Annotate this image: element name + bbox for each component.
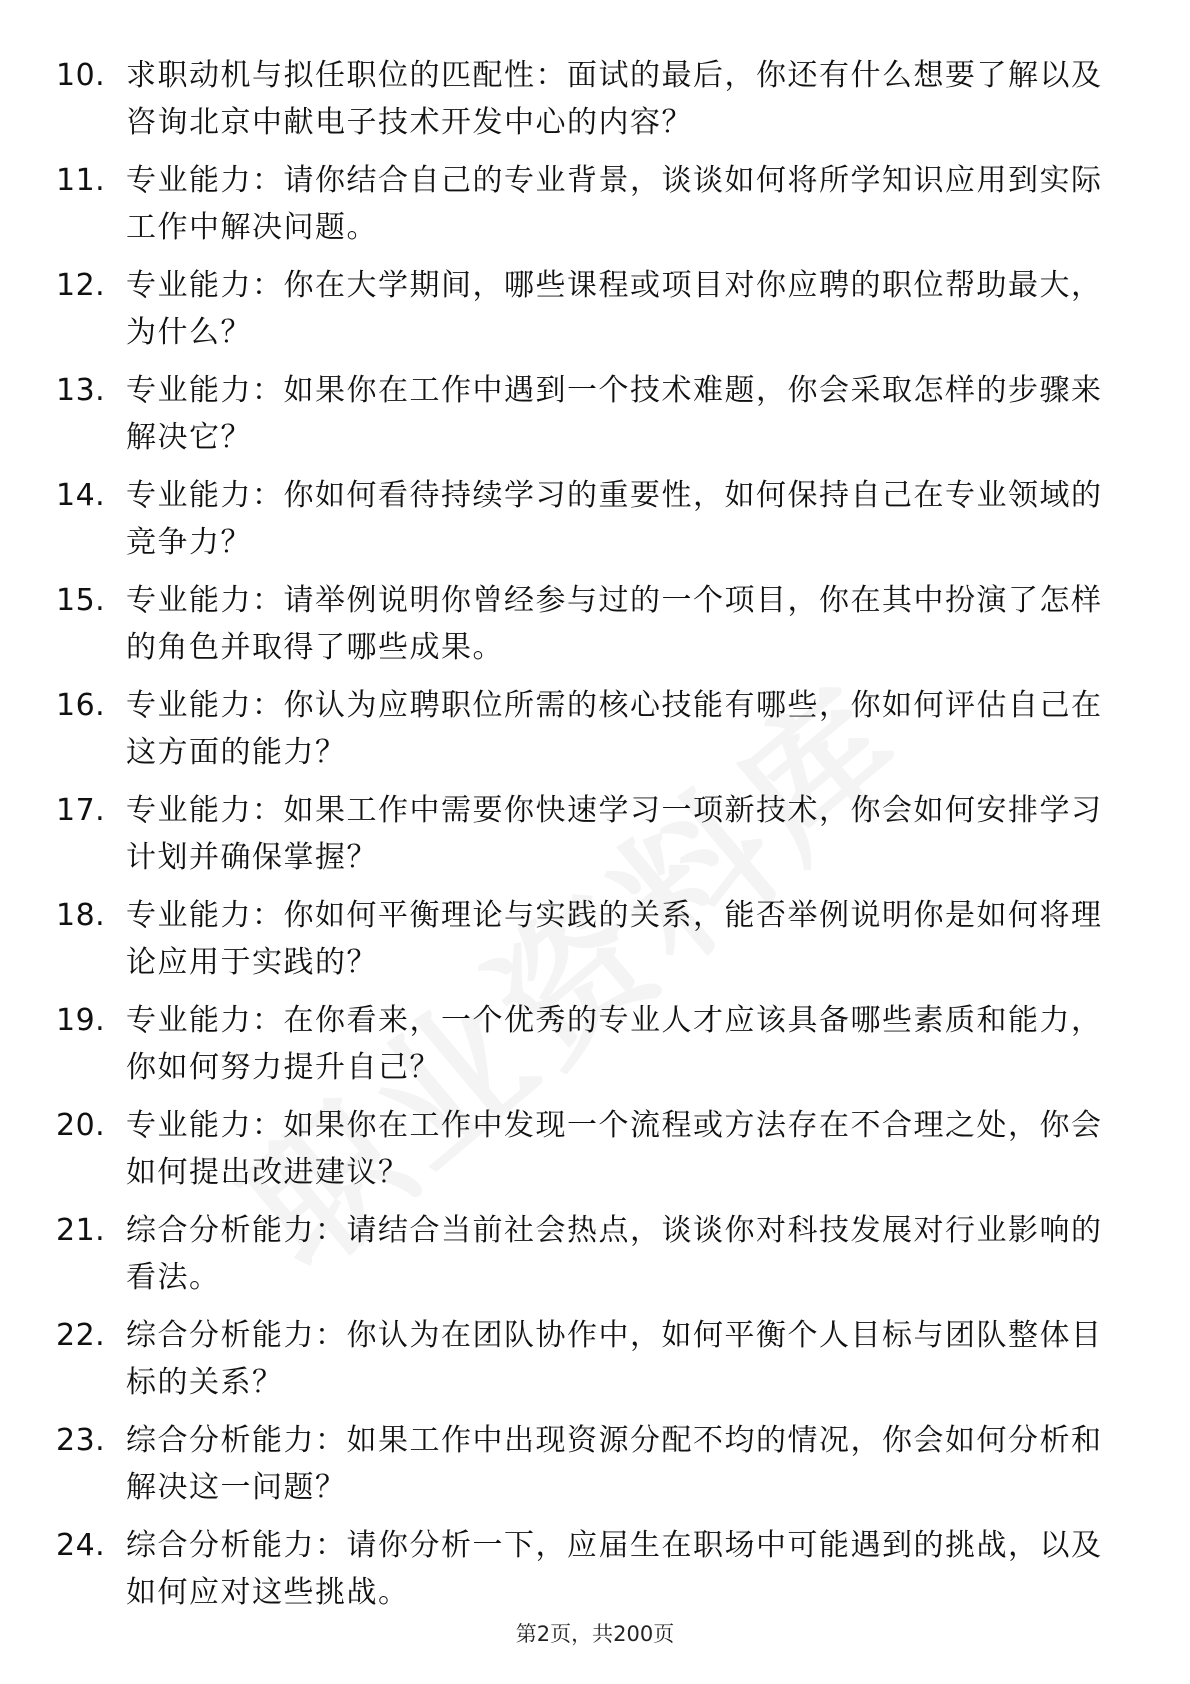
question-item: [56, 1417, 1136, 1522]
question-number: 10.: [56, 58, 106, 93]
question-text: 专业能力：你如何平衡理论与实践的关系，能否举例说明你是如何将理论应用于实践的？: [126, 898, 1103, 980]
question-text: 求职动机与拟任职位的匹配性：面试的最后，你还有什么想要了解以及咨询北京中献电子技术开发中心的内容？: [126, 58, 1103, 140]
page-number-footer: 第2页，共200页: [515, 1622, 675, 1646]
question-text: 专业能力：你在大学期间，哪些课程或项目对你应聘的职位帮助最大，为什么？: [126, 268, 1103, 350]
question-text: 专业能力：如果你在工作中发现一个流程或方法存在不合理之处，你会如何提出改进建议？: [126, 1108, 1103, 1190]
question-item: [56, 1312, 1136, 1417]
question-number: 15.: [56, 583, 106, 618]
question-item: [56, 1207, 1136, 1312]
question-text: 专业能力：你如何看待持续学习的重要性，如何保持自己在专业领域的竞争力？: [126, 478, 1103, 560]
question-item: [56, 367, 1136, 472]
question-number: 18.: [56, 898, 106, 933]
question-item: [56, 1102, 1136, 1207]
question-number: 23.: [56, 1423, 106, 1458]
question-text: 综合分析能力：请结合当前社会热点，谈谈你对科技发展对行业影响的看法。: [126, 1213, 1103, 1295]
question-item: [56, 157, 1136, 262]
question-number: 20.: [56, 1108, 106, 1143]
question-text: 综合分析能力：你认为在团队协作中，如何平衡个人目标与团队整体目标的关系？: [126, 1318, 1103, 1400]
question-item: [56, 682, 1136, 787]
question-item: [56, 52, 1136, 157]
question-number: 14.: [56, 478, 106, 513]
question-number: 21.: [56, 1213, 106, 1248]
question-item: [56, 262, 1136, 367]
question-list: [56, 52, 1136, 1627]
question-number: 17.: [56, 793, 106, 828]
question-item: [56, 472, 1136, 577]
question-number: 19.: [56, 1003, 106, 1038]
question-item: [56, 577, 1136, 682]
question-item: [56, 997, 1136, 1102]
question-number: 11.: [56, 163, 106, 198]
question-text: 综合分析能力：如果工作中出现资源分配不均的情况，你会如何分析和解决这一问题？: [126, 1423, 1103, 1505]
question-text: 专业能力：在你看来，一个优秀的专业人才应该具备哪些素质和能力，你如何努力提升自己？: [126, 1003, 1103, 1085]
question-number: 12.: [56, 268, 106, 303]
question-number: 13.: [56, 373, 106, 408]
question-text: 综合分析能力：请你分析一下，应届生在职场中可能遇到的挑战，以及如何应对这些挑战。: [126, 1528, 1103, 1610]
question-text: 专业能力：请举例说明你曾经参与过的一个项目，你在其中扮演了怎样的角色并取得了哪些成果。: [126, 583, 1103, 665]
question-item: [56, 892, 1136, 997]
question-text: 专业能力：如果工作中需要你快速学习一项新技术，你会如何安排学习计划并确保掌握？: [126, 793, 1103, 875]
question-item: [56, 787, 1136, 892]
question-number: 22.: [56, 1318, 106, 1353]
question-text: 专业能力：你认为应聘职位所需的核心技能有哪些，你如何评估自己在这方面的能力？: [126, 688, 1103, 770]
question-number: 16.: [56, 688, 106, 723]
question-text: 专业能力：请你结合自己的专业背景，谈谈如何将所学知识应用到实际工作中解决问题。: [126, 163, 1103, 245]
question-text: 专业能力：如果你在工作中遇到一个技术难题，你会采取怎样的步骤来解决它？: [126, 373, 1103, 455]
question-number: 24.: [56, 1528, 106, 1563]
question-item: [56, 1522, 1136, 1627]
